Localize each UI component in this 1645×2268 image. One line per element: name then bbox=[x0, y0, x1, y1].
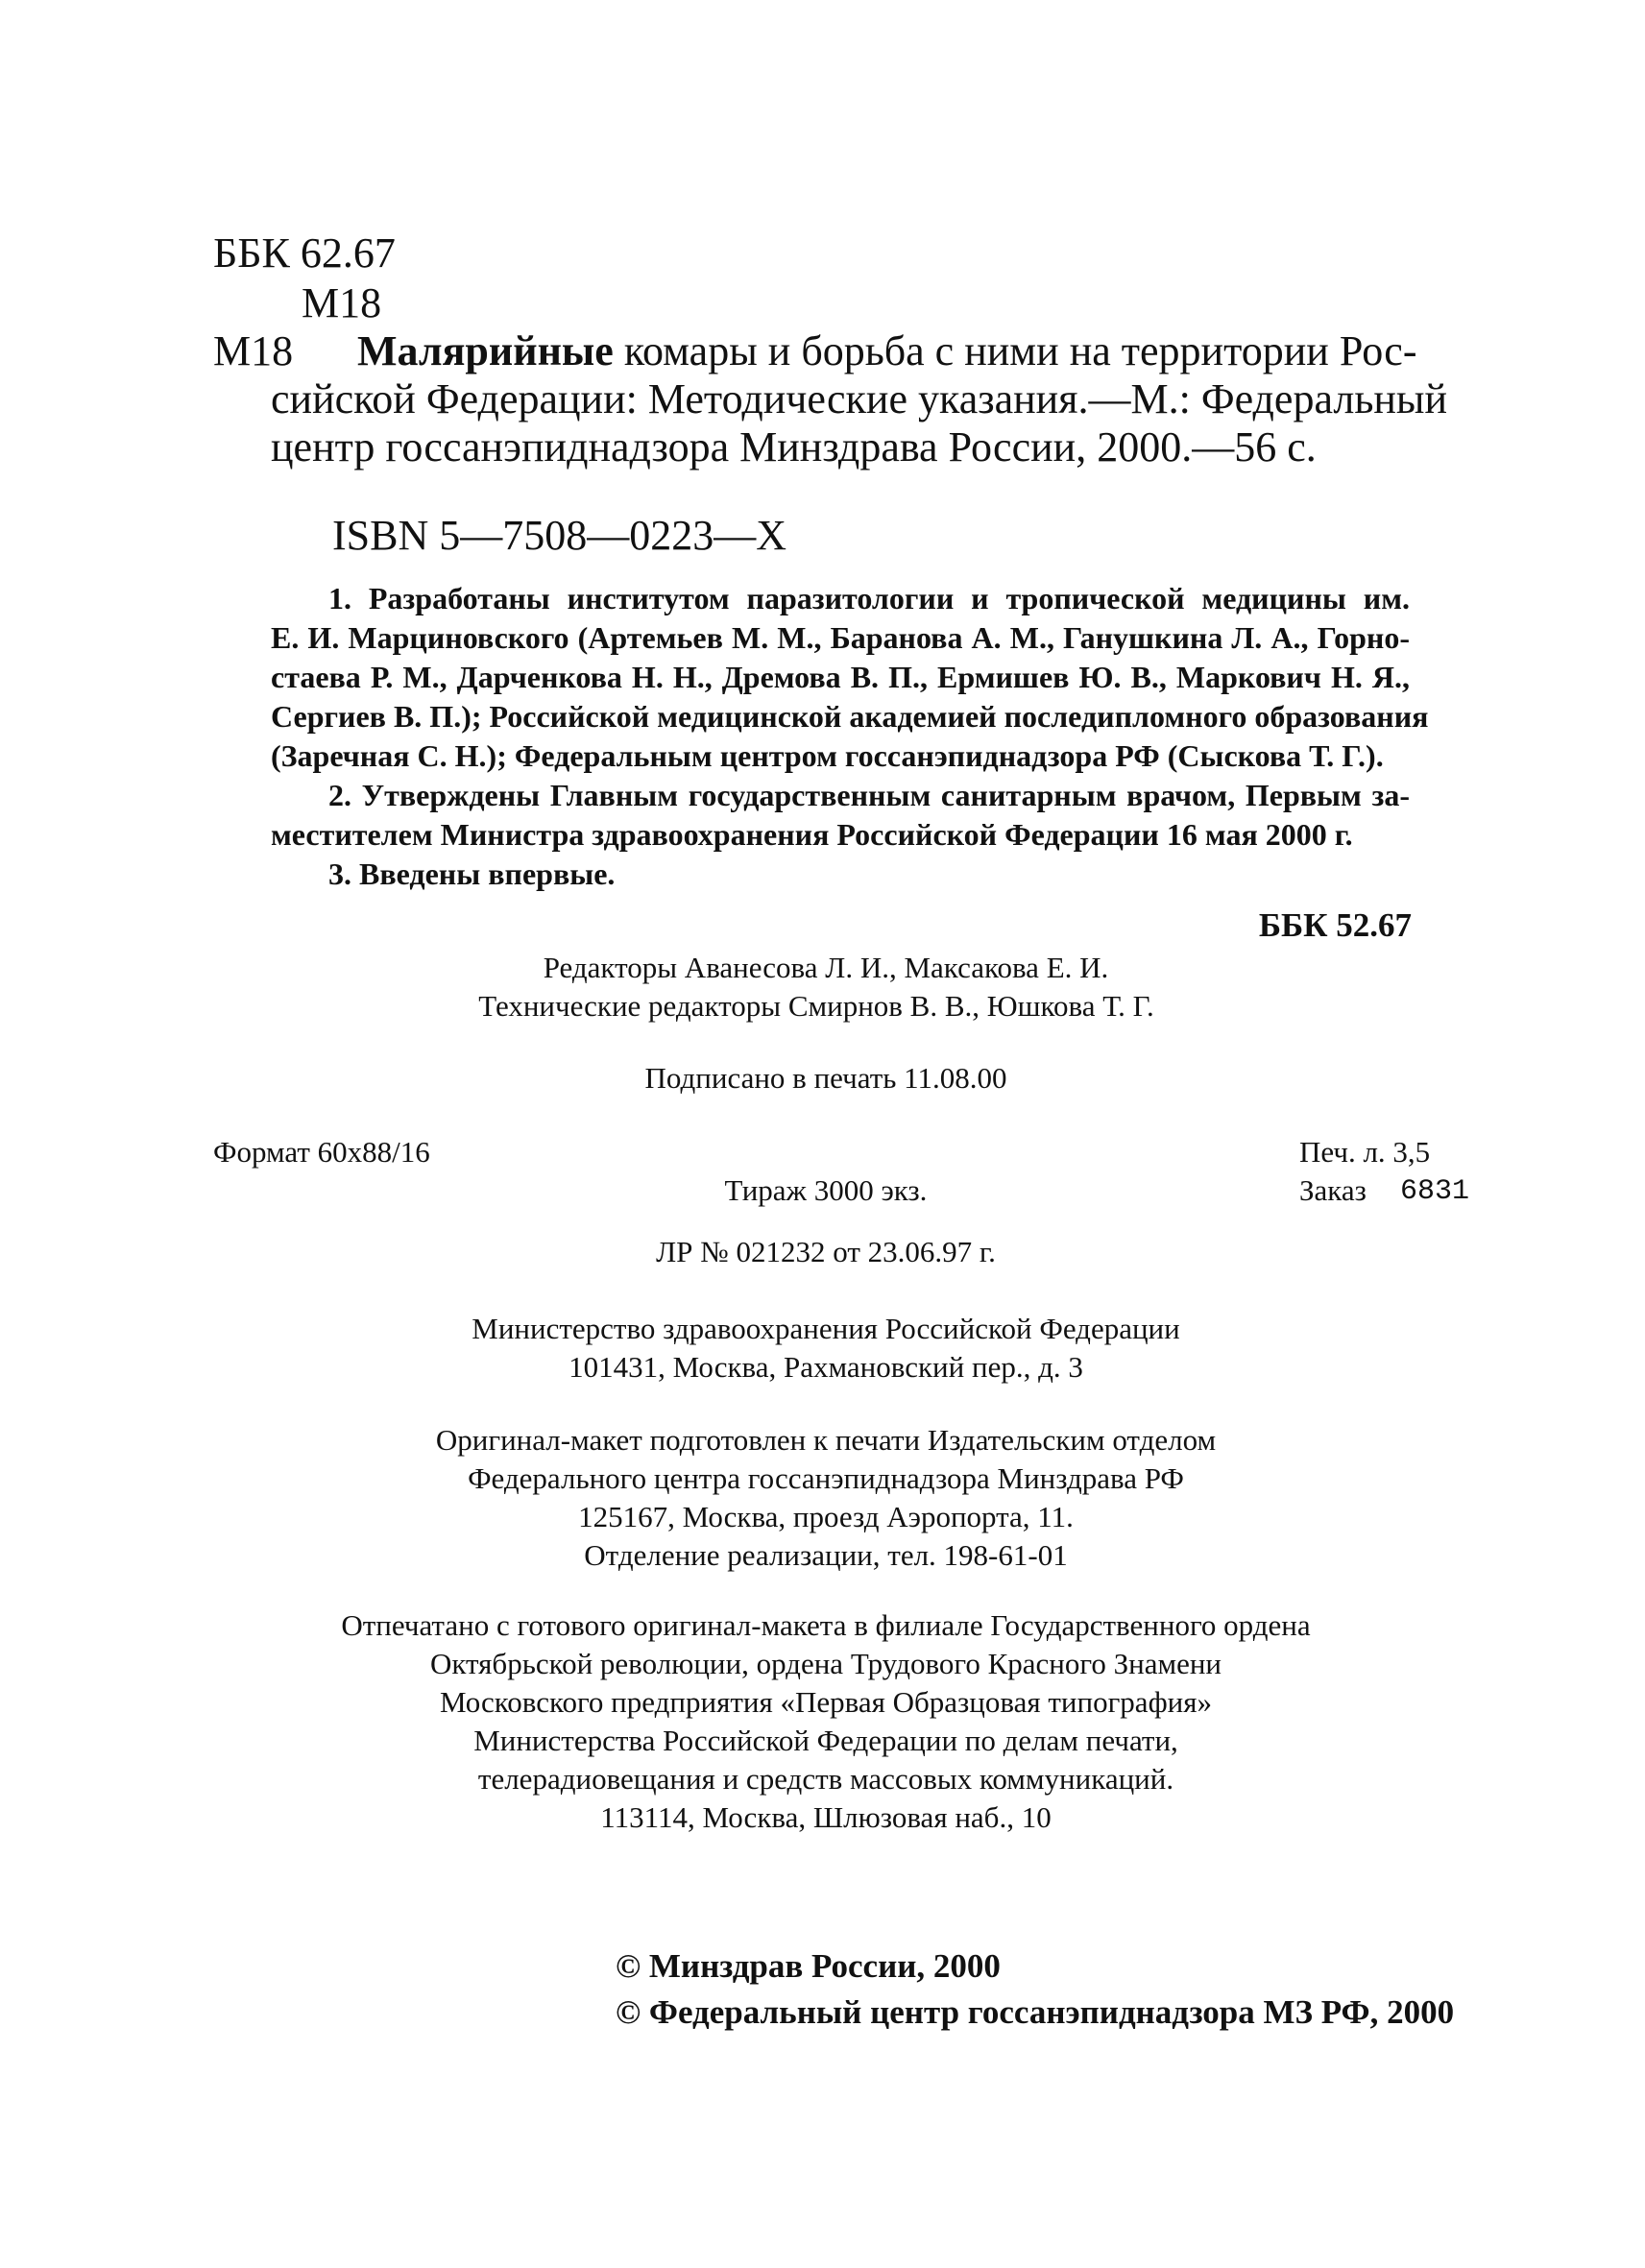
layout-prep-line-4: Отделение реализации, тел. 198-61-01 bbox=[584, 1538, 1068, 1572]
note-line-8: 3. Введены впервые. bbox=[328, 857, 616, 891]
publisher-line-1: Министерство здравоохранения Российской Федерации bbox=[472, 1312, 1180, 1345]
note-line-7: местителем Министра здравоохранения Российской Федерации 16 мая 2000 г. bbox=[271, 817, 1353, 852]
printer-line-1: Отпечатано с готового оригинал-макета в филиале Государственного ордена bbox=[341, 1608, 1311, 1642]
entry-mark: М18 bbox=[213, 327, 294, 374]
publisher-license: ЛР № 021232 от 23.06.97 г. bbox=[656, 1235, 996, 1268]
printer-line-2: Октябрьской революции, ордена Трудового Красного Знамени bbox=[429, 1647, 1222, 1680]
order-label: Заказ bbox=[1299, 1173, 1367, 1207]
printed-sheets: Печ. л. 3,5 bbox=[1299, 1135, 1431, 1169]
author-mark: М18 bbox=[302, 279, 382, 326]
technical-editors: Технические редакторы Смирнов В. В., Юшкова Т. Г. bbox=[478, 989, 1154, 1023]
layout-prep-line-2: Федерального центра госсанэпиднадзора Минздрава РФ bbox=[468, 1461, 1184, 1495]
layout-prep-line-3: 125167, Москва, проезд Аэропорта, 11. bbox=[578, 1500, 1074, 1533]
isbn: ISBN 5—7508—0223—X bbox=[332, 512, 787, 559]
note-line-2: Е. И. Марциновского (Артемьев М. М., Баранова А. М., Ганушкина Л. А., Горно- bbox=[271, 620, 1410, 655]
bbk-code-right: ББК 52.67 bbox=[1258, 906, 1412, 944]
editors: Редакторы Аванесова Л. И., Максакова Е. И. bbox=[543, 951, 1109, 984]
description-line-3: центр госсанэпиднадзора Минздрава России, 2000.—56 с. bbox=[271, 423, 1317, 470]
printer-line-6: 113114, Москва, Шлюзовая наб., 10 bbox=[600, 1800, 1052, 1834]
description-line-2: сийской Федерации: Методические указания.—М.: Федеральный bbox=[271, 375, 1448, 422]
bbk-code-top: ББК 62.67 bbox=[213, 229, 396, 277]
description-title-word: Малярийные bbox=[357, 327, 614, 374]
note-line-3: стаева Р. М., Дарченкова Н. Н., Дремова В. П., Ермишев Ю. В., Маркович Н. Я., bbox=[271, 660, 1410, 694]
note-line-1: 1. Разработаны институтом паразитологии и тропической медицины им. bbox=[328, 581, 1410, 615]
note-line-4: Сергиев В. П.); Российской медицинской академией последипломного образования bbox=[271, 699, 1429, 734]
description-line-1-rest: комары и борьба с ними на территории Рос- bbox=[623, 327, 1417, 374]
note-line-5: (Заречная С. Н.); Федеральным центром госсанэпиднадзора РФ (Сыскова Т. Г.). bbox=[271, 738, 1384, 773]
layout-prep-line-1: Оригинал-макет подготовлен к печати Издательским отделом bbox=[435, 1423, 1217, 1457]
publisher-line-2: 101431, Москва, Рахмановский пер., д. 3 bbox=[568, 1350, 1083, 1384]
copyright-line-2: © Федеральный центр госсанэпиднадзора МЗ РФ, 2000 bbox=[616, 1993, 1455, 2031]
note-line-6: 2. Утверждены Главным государственным санитарным врачом, Первым за- bbox=[328, 778, 1410, 812]
print-run: Тираж 3000 экз. bbox=[724, 1173, 928, 1207]
printer-line-4: Министерства Российской Федерации по делам печати, bbox=[473, 1724, 1178, 1757]
order-number: 6831 bbox=[1400, 1175, 1470, 1208]
description-line-1 bbox=[357, 326, 1417, 376]
copyright-line-1: © Минздрав России, 2000 bbox=[616, 1947, 1001, 1985]
printer-line-5: телерадиовещания и средств массовых коммуникаций. bbox=[477, 1762, 1174, 1796]
printer-line-3: Московского предприятия «Первая Образцовая типография» bbox=[439, 1685, 1213, 1719]
paper-format: Формат 60x88/16 bbox=[213, 1135, 430, 1169]
signed-date: Подписано в печать 11.08.00 bbox=[644, 1061, 1007, 1095]
